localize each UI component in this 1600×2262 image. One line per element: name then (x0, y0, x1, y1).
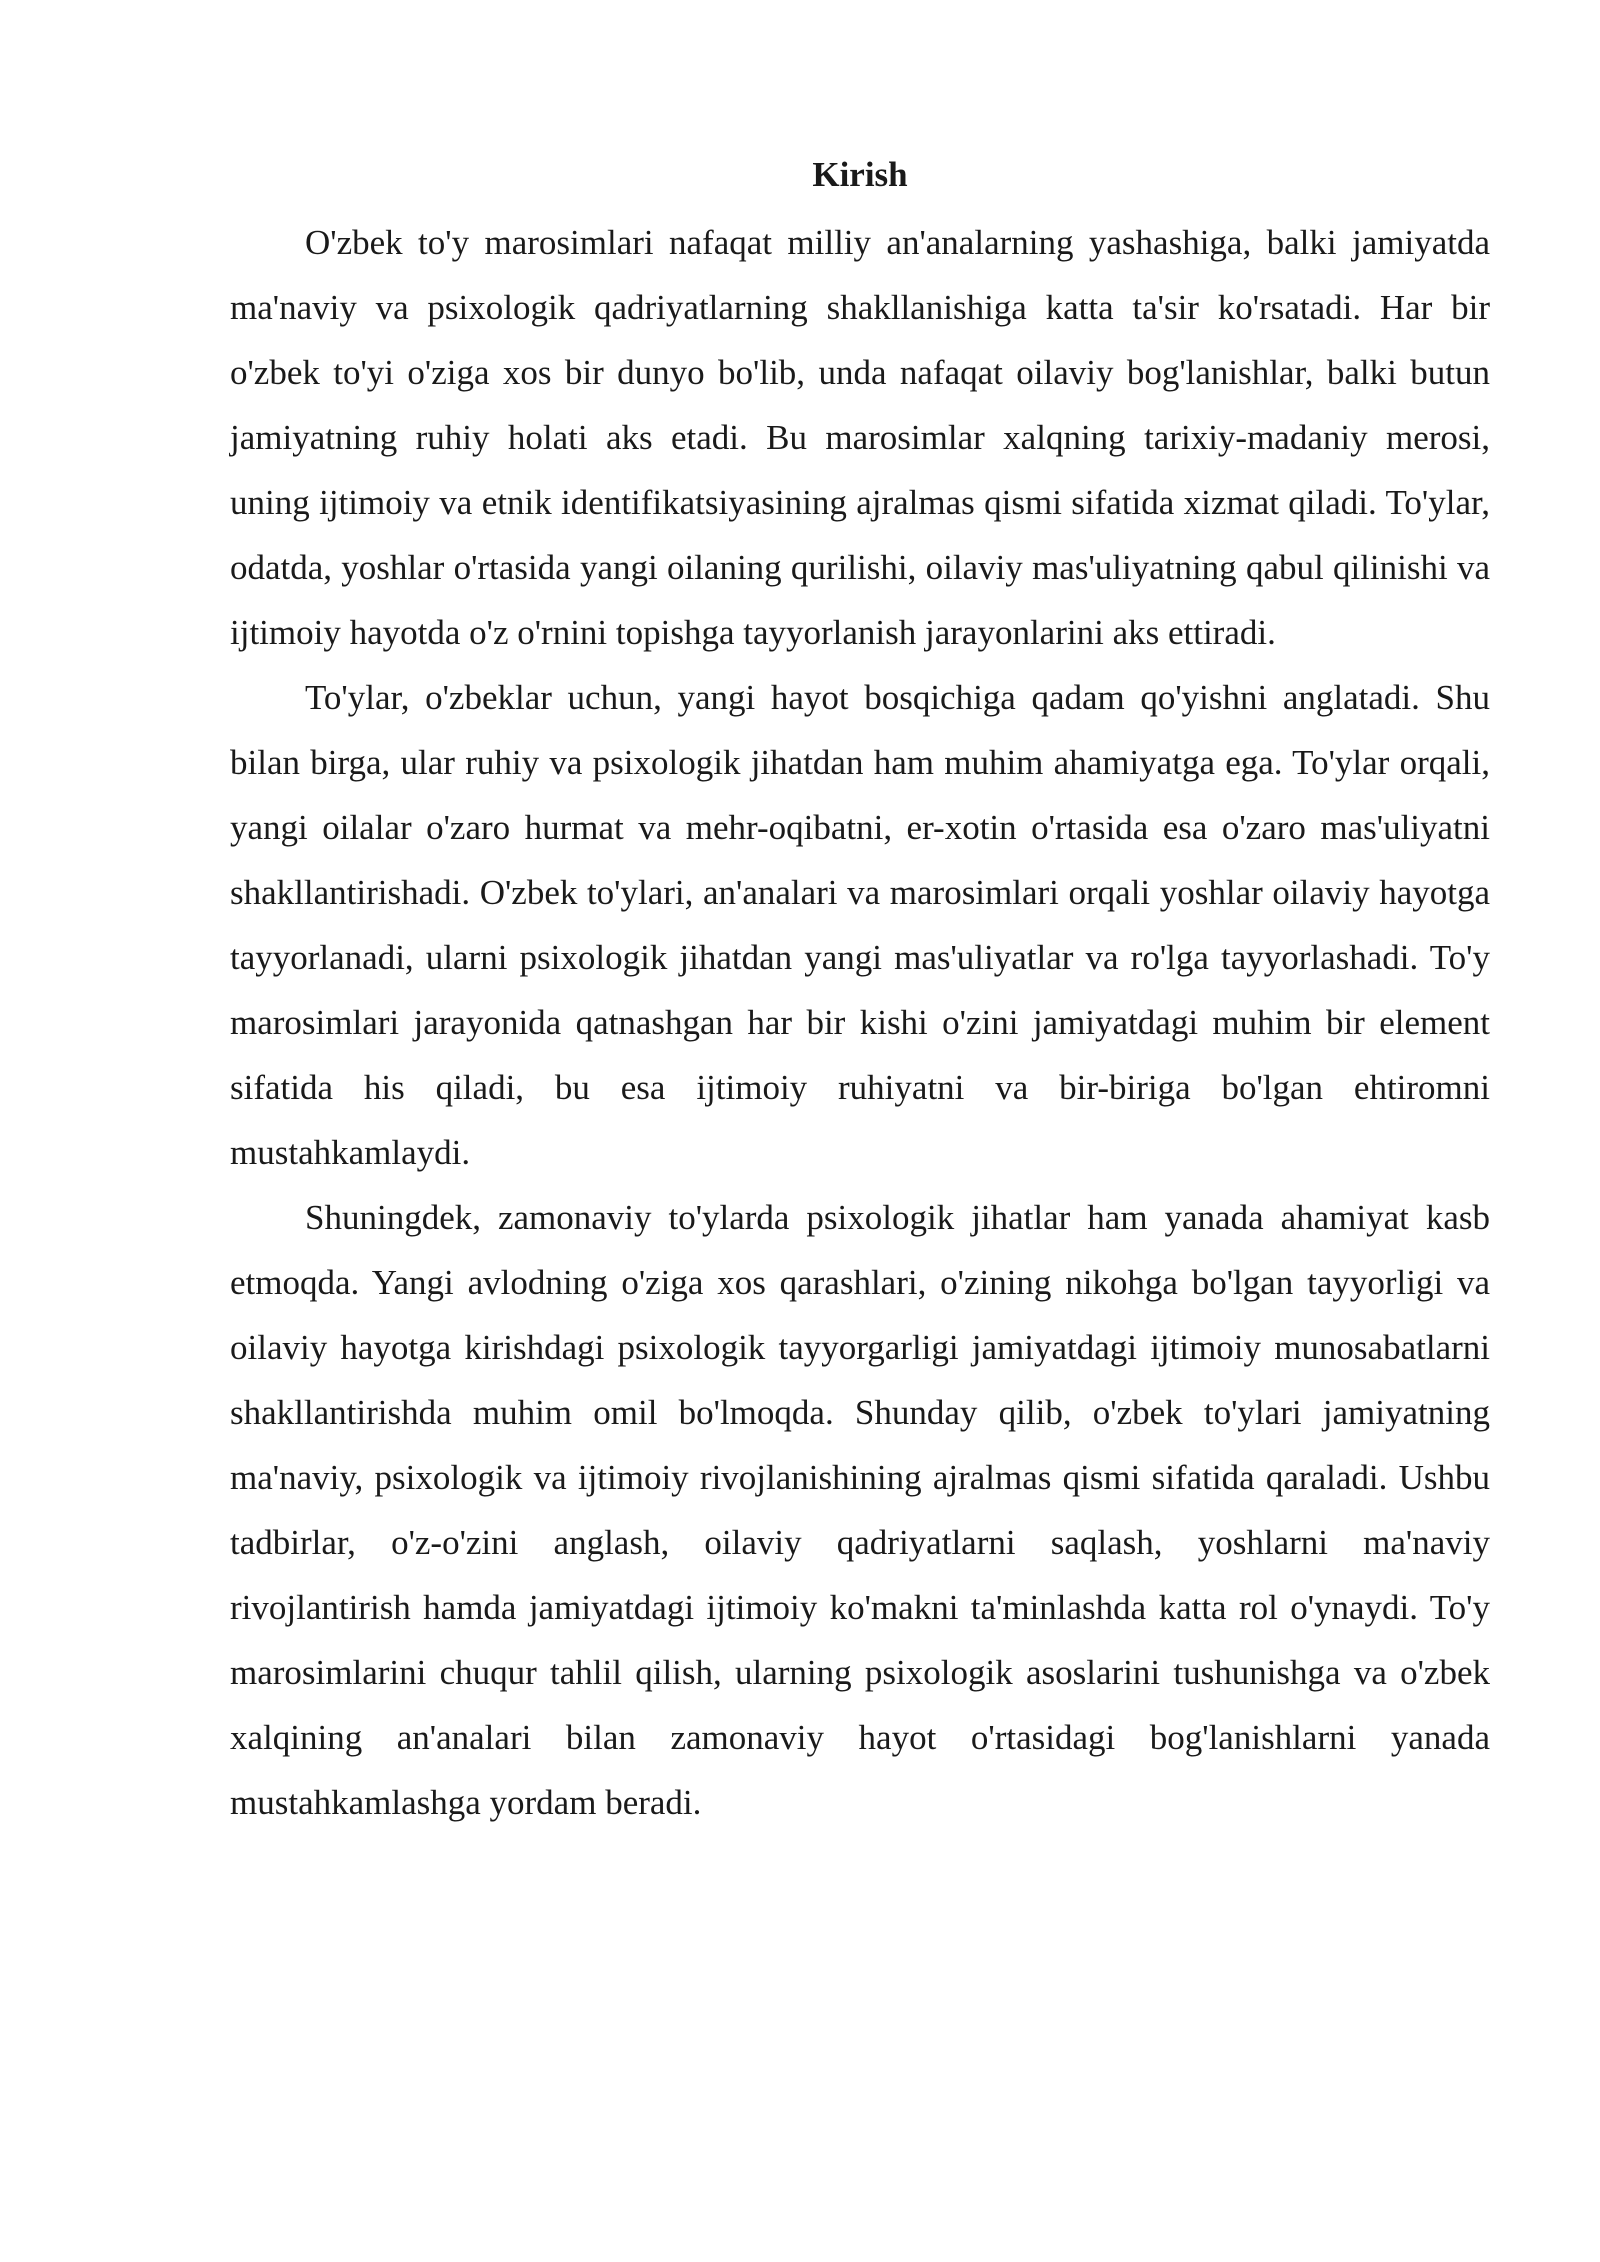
paragraph-1: O'zbek to'y marosimlari nafaqat milliy an'analarning yashashiga, balki jamiyatda ma'naviy va psixologik qadriyatlarning shakllanishiga katta ta'sir ko'rsatadi. Har bir o'zbek to'yi o'ziga xos bir dunyo bo'lib, unda nafaqat oilaviy bog'lanishlar, balki butun jamiyatning ruhiy holati aks etadi. Bu marosimlar xalqning tarixiy-madaniy merosi, uning ijtimoiy va etnik identifikatsiyasining ajralmas qismi sifatida xizmat qiladi. To'ylar, odatda, yoshlar o'rtasida yangi oilaning qurilishi, oilaviy mas'uliyatning qabul qilinishi va ijtimoiy hayotda o'z o'rnini topishga tayyorlanish jarayonlarini aks ettiradi. (230, 223, 1490, 652)
paragraph-3: Shuningdek, zamonaviy to'ylarda psixologik jihatlar ham yanada ahamiyat kasb etmoqda. Yangi avlodning o'ziga xos qarashlari, o'zining nikohga bo'lgan tayyorligi va oilaviy hayotga kirishdagi psixologik tayyorgarligi jamiyatdagi ijtimoiy munosabatlarni shakllantirishda muhim omil bo'lmoqda. Shunday qilib, o'zbek to'ylari jamiyatning ma'naviy, psixologik va ijtimoiy rivojlanishining ajralmas qismi sifatida qaraladi. Ushbu tadbirlar, o'z-o'zini anglash, oilaviy qadriyatlarni saqlash, yoshlarni ma'naviy rivojlantirish hamda jamiyatdagi ijtimoiy ko'makni ta'minlashda katta rol o'ynaydi. To'y marosimlarini chuqur tahlil qilish, ularning psixologik asoslarini tushunishga va o'zbek xalqining an'analari bilan zamonaviy hayot o'rtasidagi bog'lanishlarni yanada mustahkamlashga yordam beradi. (230, 1198, 1490, 1822)
page-title: Kirish (812, 155, 908, 194)
document-body (230, 140, 1490, 1835)
paragraph-2: To'ylar, o'zbeklar uchun, yangi hayot bosqichiga qadam qo'yishni anglatadi. Shu bilan birga, ular ruhiy va psixologik jihatdan ham muhim ahamiyatga ega. To'ylar orqali, yangi oilalar o'zaro hurmat va mehr-oqibatni, er-xotin o'rtasida esa o'zaro mas'uliyatni shakllantirishadi. O'zbek to'ylari, an'analari va marosimlari orqali yoshlar oilaviy hayotga tayyorlanadi, ularni psixologik jihatdan yangi mas'uliyatlar va ro'lga tayyorlashadi. To'y marosimlari jarayonida qatnashgan har bir kishi o'zini jamiyatdagi muhim bir element sifatida his qiladi, bu esa ijtimoiy ruhiyatni va bir-biriga bo'lgan ehtiromni mustahkamlaydi. (230, 678, 1490, 1172)
